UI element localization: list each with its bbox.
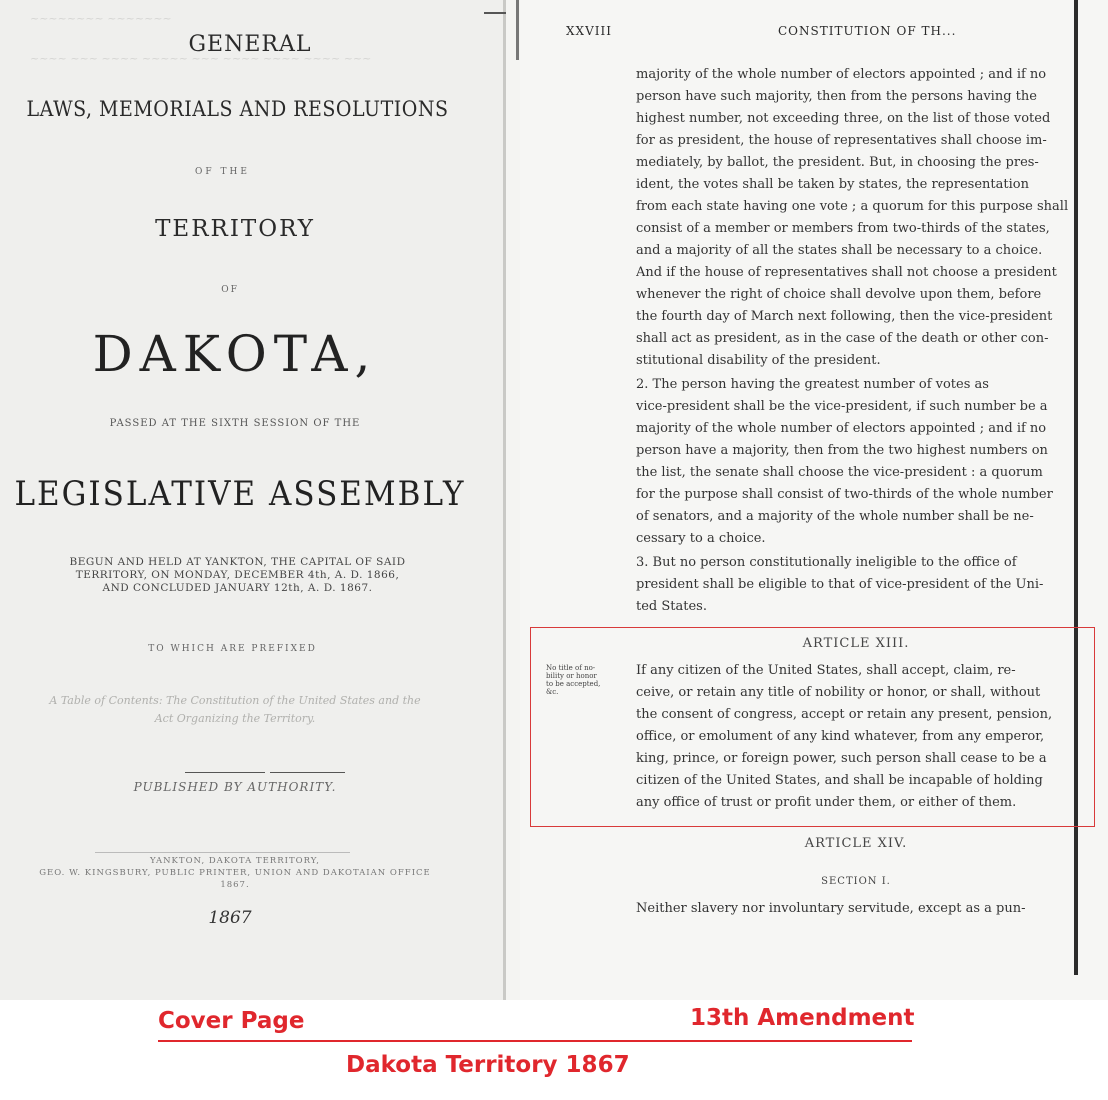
text-line: person have a majority, then from the two highest numbers on: [636, 443, 1048, 458]
text-line: office, or emolument of any kind whatever, from any emperor,: [636, 729, 1045, 744]
article-14-text: [636, 898, 1076, 920]
cover-handwritten-year: 1867: [208, 908, 252, 928]
text-line: for as president, the house of representatives shall choose im-: [636, 133, 1047, 148]
article-13-title: ARTICLE XIII.: [802, 636, 910, 651]
cover-session-line: AND CONCLUDED JANUARY 12th, A. D. 1867.: [102, 582, 373, 594]
text-line: Neither slavery nor involuntary servitude, except as a pun-: [636, 901, 1026, 916]
cover-of-the: OF THE: [195, 167, 250, 177]
text-line: vice-president shall be the vice-president, if such number be a: [636, 399, 1048, 414]
text-line: ceive, or retain any title of nobility or honor, or shall, without: [636, 685, 1041, 700]
text-line: for the purpose shall consist of two-thirds of the whole number: [636, 487, 1053, 502]
text-line: consist of a member or members from two-thirds of the states,: [636, 221, 1050, 236]
text-line: whenever the right of choice shall devolve upon them, before: [636, 287, 1042, 302]
cover-imprint: [0, 855, 470, 891]
margin-note-line: &c.: [546, 688, 559, 696]
text-line: cessary to a choice.: [636, 531, 766, 546]
text-line: 3. But no person constitutionally ineligible to the office of: [636, 555, 1017, 570]
paragraph-2: [636, 374, 1076, 550]
text-line: mediately, by ballot, the president. But, in choosing the pres-: [636, 155, 1039, 170]
text-line: citizen of the United States, and shall be incapable of holding: [636, 773, 1043, 788]
caption-title: Dakota Territory 1867: [346, 1052, 630, 1078]
caption-cover-page: Cover Page: [158, 1008, 305, 1034]
text-line: the consent of congress, accept or retain any present, pension,: [636, 707, 1053, 722]
cover-published-by-authority: PUBLISHED BY AUTHORITY.: [133, 780, 337, 794]
text-line: And if the house of representatives shall not choose a president: [636, 265, 1057, 280]
page-gutter: [503, 0, 506, 1000]
cover-legislative-assembly: LEGISLATIVE ASSEMBLY: [14, 474, 466, 514]
caption-underline: [158, 1040, 912, 1042]
text-line: ted States.: [636, 599, 707, 614]
cover-imprint-line: 1867.: [220, 880, 250, 890]
cover-dakota: DAKOTA,: [92, 325, 378, 383]
text-line: majority of the whole number of electors appointed ; and if no: [636, 421, 1047, 436]
cover-passed: PASSED AT THE SIXTH SESSION OF THE: [109, 418, 361, 429]
article-14-title: ARTICLE XIV.: [804, 836, 908, 851]
cover-territory: TERRITORY: [155, 216, 315, 242]
text-line: of senators, and a majority of the whole number shall be ne-: [636, 509, 1034, 524]
cover-session-line: TERRITORY, ON MONDAY, DECEMBER 4th, A. D. 1866,: [75, 569, 400, 581]
page-number: XXVIII: [566, 24, 612, 38]
text-line: ident, the votes shall be taken by states, the representation: [636, 177, 1029, 192]
cover-session-dates: [0, 556, 475, 595]
caption-13th-amendment: 13th Amendment: [690, 1005, 915, 1031]
text-line: person have such majority, then from the persons having the: [636, 89, 1037, 104]
text-line: 2. The person having the greatest number of votes as: [636, 377, 989, 392]
margin-note-line: bility or honor: [546, 672, 597, 680]
cover-rule: [185, 772, 265, 773]
text-line: If any citizen of the United States, shall accept, claim, re-: [636, 663, 1016, 678]
cover-rule: [95, 852, 350, 853]
cover-page: [0, 0, 505, 1000]
cover-of: OF: [221, 285, 239, 295]
text-line: president shall be eligible to that of vice-president of the Uni-: [636, 577, 1044, 592]
text-line: from each state having one vote ; a quorum for this purpose shall: [636, 199, 1069, 214]
text-line: shall act as president, as in the case of the death or other con-: [636, 331, 1049, 346]
bleed-through-text: ~~~~ ~~~ ~~~~ ~~~~~ ~~~ ~~~~ ~~~~ ~~~~ ~~~: [30, 52, 372, 65]
text-line: the fourth day of March next following, then the vice-president: [636, 309, 1053, 324]
scan-mark: [484, 12, 506, 14]
text-line: any office of trust or profit under them, or either of them.: [636, 795, 1017, 810]
paragraph-3: [636, 552, 1076, 618]
running-head: CONSTITUTION OF TH...: [778, 24, 957, 38]
scan-mark: [516, 0, 519, 60]
paragraph-1: [636, 64, 1076, 372]
text-line: king, prince, or foreign power, such person shall cease to be a: [636, 751, 1047, 766]
section-title: SECTION I.: [821, 876, 891, 887]
bleed-through-text: ~~~~~~~~ ~~~~~~~: [30, 12, 172, 25]
margin-note-line: No title of no-: [546, 664, 596, 672]
cover-title-general: GENERAL: [188, 32, 312, 57]
cover-prefixed: TO WHICH ARE PREFIXED: [148, 644, 317, 654]
highlight-box-article-13: [530, 627, 1095, 827]
text-line: highest number, not exceeding three, on the list of those voted: [636, 111, 1051, 126]
text-line: majority of the whole number of electors appointed ; and if no: [636, 67, 1047, 82]
cover-imprint-line: GEO. W. KINGSBURY, PUBLIC PRINTER, UNION AND DAKOTAIAN OFFICE: [39, 868, 431, 878]
cover-session-line: BEGUN AND HELD AT YANKTON, THE CAPITAL OF SAID: [69, 556, 406, 568]
cover-title-laws: LAWS, MEMORIALS AND RESOLUTIONS: [26, 96, 449, 122]
margin-note-line: to be accepted,: [546, 680, 601, 688]
text-line: stitutional disability of the president.: [636, 353, 881, 368]
text-line: and a majority of all the states shall be necessary to a choice.: [636, 243, 1043, 258]
cover-rule: [270, 772, 345, 773]
cover-contents-note: [0, 692, 470, 728]
text-line: the list, the senate shall choose the vice-president : a quorum: [636, 465, 1043, 480]
book-spine-edge: [1074, 0, 1078, 975]
cover-imprint-line: YANKTON, DAKOTA TERRITORY,: [150, 856, 320, 866]
cover-contents-line: Act Organizing the Territory.: [154, 712, 316, 725]
cover-contents-line: A Table of Contents: The Constitution of the United States and the: [49, 694, 421, 707]
